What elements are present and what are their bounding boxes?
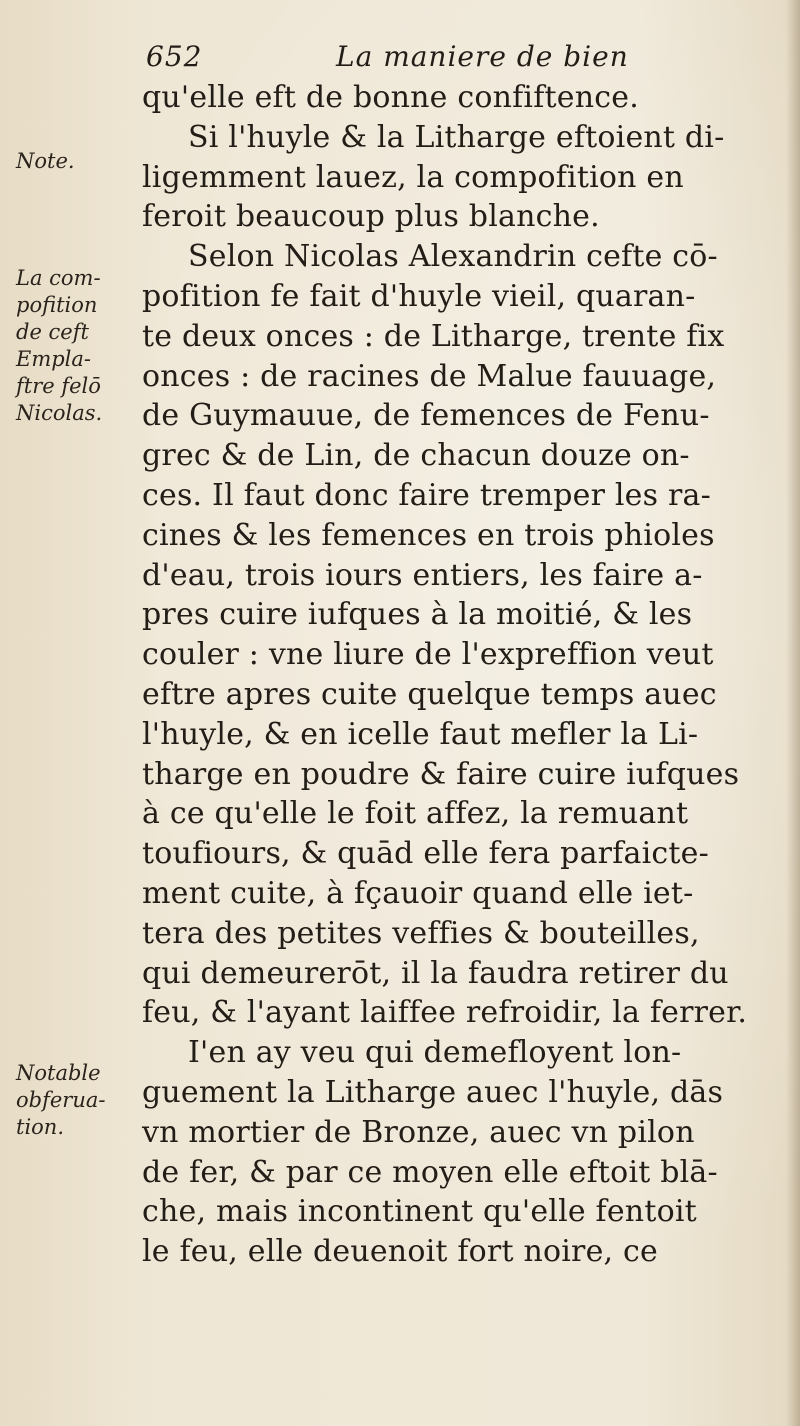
text-line: ligemment lauez, la compofition en [142,159,684,195]
text-line: I'en ay veu qui demefloyent lon- [188,1035,682,1071]
text-line: cines & les femences en trois phioles [142,517,715,553]
text-line: grec & de Lin, de chacun douze on- [142,438,690,474]
text-line: ment cuite, à fçauoir quand elle iet- [142,875,694,911]
margin-note-note: Note. [16,149,75,173]
text-line: vn mortier de Bronze, auec vn pilon [142,1114,695,1150]
text-line: tharge en poudre & faire cuire iufques [142,756,740,792]
text-line: de fer, & par ce moyen elle eftoit blā- [142,1154,718,1190]
text-line: feu, & l'ayant laiffee refroidir, la ferrer. [142,995,748,1031]
text-line: che, mais incontinent qu'elle fentoit [142,1194,697,1230]
text-line: pres cuire iufques à la moitié, & les [142,597,693,633]
margin-note-composition: La com- pofition de ceft Empla- ftre felō Nicolas. [16,266,103,425]
text-line: qu'elle eft de bonne confiftence. [142,80,639,115]
text-line: Selon Nicolas Alexandrin cefte cō- [188,239,718,275]
text-line: couler : vne liure de l'expreffion veut [142,637,714,673]
text-line: pofition fe fait d'huyle vieil, quaran- [142,278,696,314]
text-line: toufiours, & quād elle fera parfaicte- [142,836,709,872]
text-line: le feu, elle deuenoit fort noire, ce [142,1234,658,1270]
text-line: tera des petites veffies & bouteilles, [142,915,700,951]
text-line: qui demeurerōt, il la faudra retirer du [142,955,729,991]
text-line: te deux onces : de Litharge, trente fix [142,318,725,354]
text-line: onces : de racines de Malue fauuage, [142,358,717,394]
body-text [142,78,772,1272]
page-number: 652 [146,40,203,73]
text-line: eftre apres cuite quelque temps auec [142,676,717,712]
text-line: à ce qu'elle le foit affez, la remuant [142,796,689,832]
text-line: Si l'huyle & la Litharge eftoient di- [188,119,725,155]
margin-notes [0,0,140,1426]
margin-note-notable-observation: Notable obferua- tion. [16,1061,106,1139]
text-line: ces. Il faut donc faire tremper les ra- [142,477,711,513]
running-head: La maniere de bien [336,40,629,73]
text-line: de Guymauue, de femences de Fenu- [142,398,710,434]
text-line: guement la Litharge auec l'huyle, dās [142,1074,724,1110]
text-line: l'huyle, & en icelle faut mefler la Li- [142,716,699,752]
text-line: d'eau, trois iours entiers, les faire a- [142,557,703,593]
page-edge-shadow [786,0,800,1426]
text-line: feroit beaucoup plus blanche. [142,199,600,235]
